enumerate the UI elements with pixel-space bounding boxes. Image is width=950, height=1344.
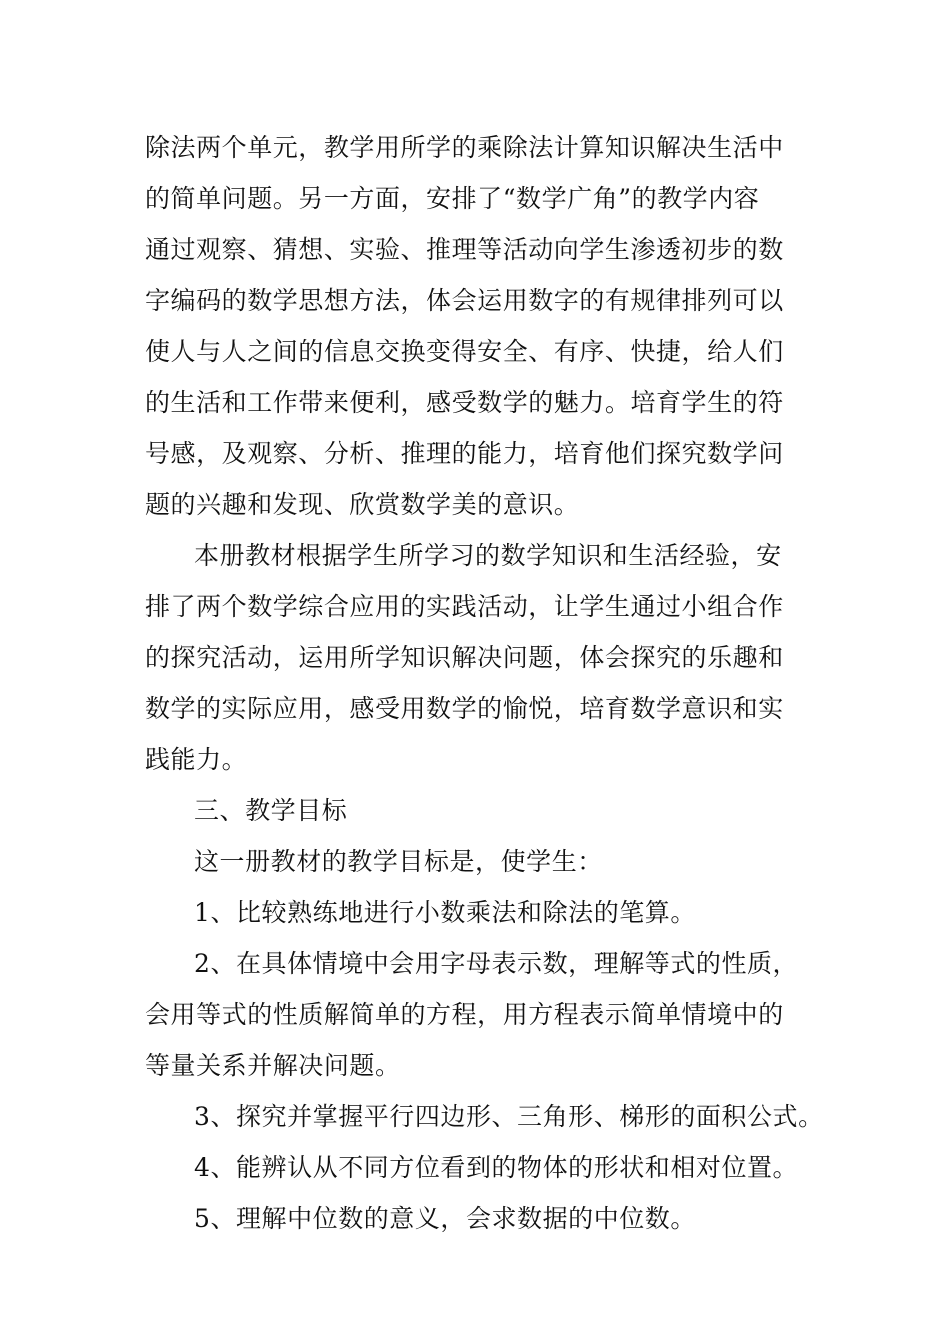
text-line: 的探究活动，运用所学知识解决问题，体会探究的乐趣和 bbox=[145, 643, 784, 672]
text-line: 字编码的数学思想方法，体会运用数字的有规律排列可以 bbox=[145, 286, 784, 315]
paragraph-intro-continued bbox=[145, 122, 817, 530]
goal-item-5 bbox=[145, 1193, 817, 1244]
text-line: 排了两个数学综合应用的实践活动，让学生通过小组合作 bbox=[145, 592, 784, 621]
text-line: 等量关系并解决问题。 bbox=[145, 1051, 401, 1080]
paragraph-goals-intro bbox=[145, 836, 817, 887]
text-line: 题的兴趣和发现、欣赏数学美的意识。 bbox=[145, 490, 580, 519]
document-body bbox=[145, 122, 824, 1244]
text-line: 4、能辨认从不同方位看到的物体的形状和相对位置。 bbox=[194, 1153, 799, 1182]
text-line: 的生活和工作带来便利，感受数学的魅力。培育学生的符 bbox=[145, 388, 784, 417]
goal-item-1 bbox=[145, 887, 817, 938]
text-line: 5、理解中位数的意义，会求数据的中位数。 bbox=[194, 1204, 696, 1233]
goal-item-3 bbox=[145, 1091, 824, 1142]
text-line: 本册教材根据学生所学习的数学知识和生活经验，安 bbox=[194, 541, 782, 570]
text-line: 1、比较熟练地进行小数乘法和除法的笔算。 bbox=[194, 898, 696, 927]
paragraph-practice-activities bbox=[145, 530, 817, 785]
text-line: 3、探究并掌握平行四边形、三角形、梯形的面积公式。 bbox=[194, 1102, 824, 1131]
text-line: 除法两个单元，教学用所学的乘除法计算知识解决生活中 bbox=[145, 133, 784, 162]
text-line: 号感，及观察、分析、推理的能力，培育他们探究数学问 bbox=[145, 439, 784, 468]
goal-item-4 bbox=[145, 1142, 817, 1193]
text-line: 会用等式的性质解简单的方程，用方程表示简单情境中的 bbox=[145, 1000, 784, 1029]
section-heading-teaching-goals bbox=[145, 785, 817, 836]
text-line: 2、在具体情境中会用字母表示数，理解等式的性质， bbox=[194, 949, 799, 978]
text-line: 这一册教材的教学目标是，使学生： bbox=[194, 847, 603, 876]
text-line: 使人与人之间的信息交换变得安全、有序、快捷，给人们 bbox=[145, 337, 784, 366]
text-line: 通过观察、猜想、实验、推理等活动向学生渗透初步的数 bbox=[145, 235, 784, 264]
goal-item-2 bbox=[145, 938, 817, 1091]
text-line: 的简单问题。另一方面，安排了“数学广角”的教学内容 bbox=[145, 184, 760, 213]
text-line: 践能力。 bbox=[145, 745, 248, 774]
text-line: 数学的实际应用，感受用数学的愉悦，培育数学意识和实 bbox=[145, 694, 784, 723]
text-line: 三、教学目标 bbox=[194, 796, 348, 825]
